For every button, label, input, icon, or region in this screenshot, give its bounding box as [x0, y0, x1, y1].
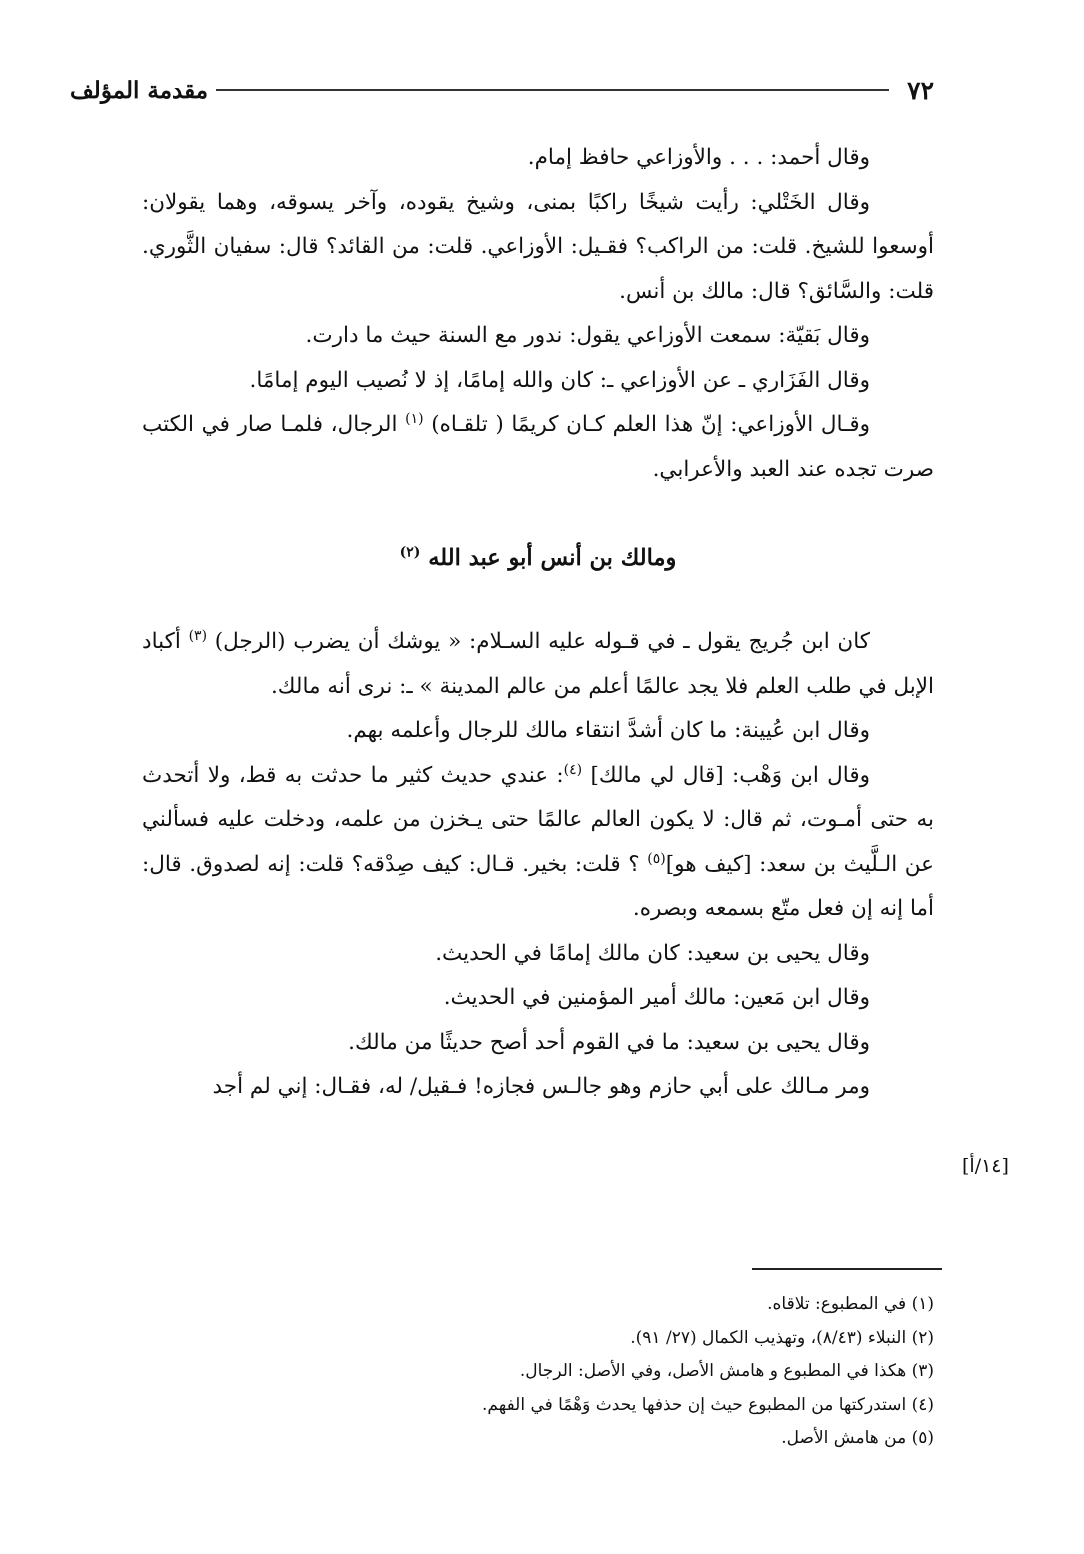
paragraph-baqiyya: وقال بَقيّة: سمعت الأوزاعي يقول: ندور مع السنة حيث ما دارت.: [305, 323, 870, 348]
footnote: (٤) استدركتها من المطبوع حيث إن حذفها يحدث وَهْمًا في الفهم.: [482, 1394, 934, 1415]
paragraph-uyayna: وقال ابن عُيينة: ما كان أشدَّ انتقاء مالك للرجال وأعلمه بهم.: [346, 718, 870, 743]
footnote: (١) في المطبوع: تلاقاه.: [767, 1294, 934, 1314]
manuscript-folio-marker: [١٤/أ]: [962, 1155, 1009, 1177]
paragraph-yahya-2: وقال يحيى بن سعيد: ما في القوم أحد أصح حديثًا من مالك.: [348, 1029, 870, 1055]
paragraph-awzai: [142, 403, 934, 492]
footnote-separator: [752, 1268, 942, 1270]
text-segment: : عندي حديث كثير ما حدثت به قط، ولا أتحدث به حتى أمـوت، ثم قال: لا يكون العالم عالمًا حتى يـخزن من علمه، ودخلت عليه فسألني عن الـلَّيث بن سعد: [كيف هو]: [142, 762, 934, 877]
paragraph-abu-hazim: ومر مـالك على أبي حازم وهو جالـس فجازه! فـقيل/ له، فقـال: إني لم أجد: [212, 1074, 870, 1099]
text-segment: كان ابن جُريج يقول ـ في قـوله عليه السـلام: « يوشك أن يضرب (الرجل): [207, 629, 870, 654]
text-segment: وقال ابن وَهْب: [قال لي مالك]: [582, 762, 870, 788]
footnote-marker: (٥): [647, 850, 666, 867]
text-segment: أكباد الإبل في طلب العلم فلا يجد عالمًا أعلم من عالم المدينة » ـ: نرى أنه مالك.: [142, 629, 934, 699]
footnote-marker: (٣): [188, 627, 208, 644]
running-title: مقدمة المؤلف: [70, 76, 209, 104]
footnote: (٣) هكذا في المطبوع و هامش الأصل، وفي الأصل: الرجال.: [519, 1361, 934, 1381]
paragraph-yahya-1: وقال يحيى بن سعيد: كان مالك إمامًا في الحديث.: [435, 940, 870, 966]
paragraph-fazari: وقال الفَزَاري ـ عن الأوزاعي ـ: كان والله إمامًا، إذ لا نُصيب اليوم إمامًا.: [249, 367, 870, 393]
text-segment: ؟ قلت: بخير. قـال: كيف صِدْقه؟ قلت: إنه لصدوق. قال: أما إنه إن فعل متّع بسمعه وبصره.: [142, 851, 934, 921]
paragraph-wahb: [142, 754, 934, 932]
page-number: ٧٢: [907, 75, 934, 105]
footnotes: [154, 1288, 934, 1456]
footnote-marker: (٤): [563, 761, 583, 778]
footnote-marker: (١): [405, 410, 424, 427]
paragraph-khatli: وقال الخَتْلي: رأيت شيخًا راكبًا بمنى، وشيخ يقوده، وآخر يسوقه، وهما يقولان: أوسعوا للشيخ. قلت: من الراكب؟ فقـيل: الأوزاعي. قلت: من القائد؟ قال: سفيان الثَّوري. قلت: والسَّائق؟ قال: مالك بن أنس.: [142, 189, 934, 304]
text-segment: الرجال، فلمـا صار في الكتب صرت تجده عند العبد والأعرابي.: [142, 412, 934, 482]
paragraph-jurayj: [142, 620, 934, 709]
main-text: [142, 136, 934, 1110]
paragraph-main: وقال ابن مَعين: مالك أمير المؤمنين في الحديث.: [443, 985, 870, 1010]
header-rule: [216, 89, 889, 91]
footnote: (٥) من هامش الأصل.: [781, 1428, 934, 1448]
footnote-marker: (٢): [399, 544, 421, 561]
heading-text: ومالك بن أنس أبو عبد الله: [428, 545, 677, 571]
paragraph-ahmad: وقال أحمد: . . . والأوزاعي حافظ إمام.: [527, 145, 870, 170]
page-header: [70, 72, 934, 108]
footnote: (٢) النبلاء (٨/٤٣)، وتهذيب الكمال (٢٧/ ٩١).: [630, 1327, 934, 1348]
text-segment: وقـال الأوزاعي: إنّ هذا العلم كـان كريمًا ( تلقـاه): [423, 412, 870, 437]
section-heading: [142, 536, 934, 580]
